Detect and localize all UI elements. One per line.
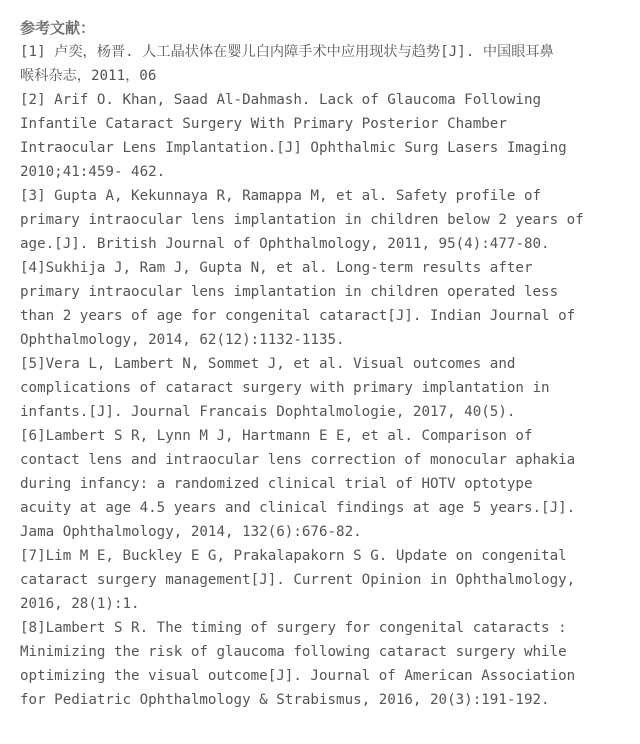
reference-line: [2] Arif O. Khan, Saad Al-Dahmash. Lack of Glaucoma Following bbox=[20, 92, 542, 108]
reference-item bbox=[20, 256, 620, 352]
reference-item bbox=[20, 424, 620, 544]
reference-line: 2010;41:459- 462. bbox=[20, 164, 166, 180]
reference-line: primary intraocular lens implantation in children operated less bbox=[20, 284, 559, 300]
reference-line: 2016, 28(1):1. bbox=[20, 596, 140, 612]
reference-line: during infancy: a randomized clinical trial of HOTV optotype bbox=[20, 476, 533, 492]
reference-line: Intraocular Lens Implantation.[J] Ophthalmic Surg Lasers Imaging bbox=[20, 140, 567, 156]
reference-line: Minimizing the risk of glaucoma following cataract surgery while bbox=[20, 644, 567, 660]
reference-list bbox=[20, 40, 620, 712]
reference-line: infants.[J]. Journal Francais Dophtalmologie, 2017, 40(5). bbox=[20, 404, 516, 420]
reference-line: complications of cataract surgery with primary implantation in bbox=[20, 380, 550, 396]
reference-item bbox=[20, 88, 620, 184]
reference-line: acuity at age 4.5 years and clinical findings at age 5 years.[J]. bbox=[20, 500, 576, 516]
reference-line: cataract surgery management[J]. Current Opinion in Ophthalmology, bbox=[20, 572, 576, 588]
reference-item bbox=[20, 616, 620, 712]
reference-line: contact lens and intraocular lens correction of monocular aphakia bbox=[20, 452, 576, 468]
reference-line: Infantile Cataract Surgery With Primary Posterior Chamber bbox=[20, 116, 507, 132]
reference-line: [3] Gupta A, Kekunnaya R, Ramappa M, et al. Safety profile of bbox=[20, 188, 542, 204]
reference-line: [4]Sukhija J, Ram J, Gupta N, et al. Long-term results after bbox=[20, 260, 533, 276]
reference-line: [1] 卢奕，杨晋. 人工晶状体在婴儿白内障手术中应用现状与趋势[J]. 中国眼耳鼻 bbox=[20, 44, 554, 60]
references-section bbox=[20, 16, 620, 712]
reference-line: optimizing the visual outcome[J]. Journal of American Association bbox=[20, 668, 576, 684]
reference-line: [8]Lambert S R. The timing of surgery for congenital cataracts : bbox=[20, 620, 567, 636]
reference-line: Ophthalmology, 2014, 62(12):1132-1135. bbox=[20, 332, 345, 348]
reference-line: [5]Vera L, Lambert N, Sommet J, et al. Visual outcomes and bbox=[20, 356, 516, 372]
reference-line: for Pediatric Ophthalmology & Strabismus, 2016, 20(3):191-192. bbox=[20, 692, 550, 708]
reference-line: primary intraocular lens implantation in children below 2 years of bbox=[20, 212, 584, 228]
references-heading: 参考文献： bbox=[20, 19, 96, 37]
reference-line: Jama Ophthalmology, 2014, 132(6):676-82. bbox=[20, 524, 362, 540]
reference-line: than 2 years of age for congenital cataract[J]. Indian Journal of bbox=[20, 308, 576, 324]
reference-line: 喉科杂志，2011，06 bbox=[20, 68, 157, 84]
reference-line: [7]Lim M E, Buckley E G, Prakalapakorn S G. Update on congenital bbox=[20, 548, 567, 564]
reference-line: [6]Lambert S R, Lynn M J, Hartmann E E, et al. Comparison of bbox=[20, 428, 533, 444]
reference-line: age.[J]. British Journal of Ophthalmology, 2011, 95(4):477-80. bbox=[20, 236, 550, 252]
reference-item bbox=[20, 352, 620, 424]
reference-item bbox=[20, 544, 620, 616]
reference-item bbox=[20, 40, 620, 88]
reference-item bbox=[20, 184, 620, 256]
